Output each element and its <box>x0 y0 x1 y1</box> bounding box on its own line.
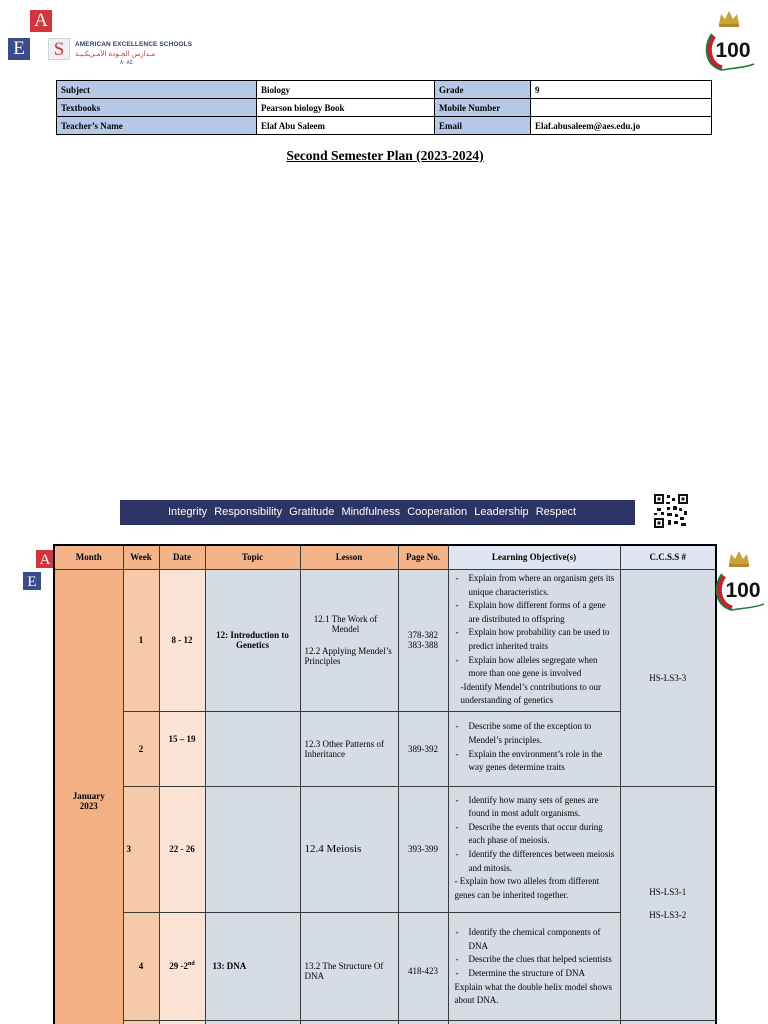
pages-cell <box>398 569 448 711</box>
school-logo-mini <box>22 549 56 593</box>
logo-cube-s: S <box>48 38 70 60</box>
week-cell: 4 <box>123 912 159 1020</box>
date-cell: 15 – 19 <box>159 711 205 786</box>
value-item: Gratitude <box>289 506 335 518</box>
school-year-ar: ٨٠٨٤ <box>120 59 133 66</box>
pages-cell <box>398 1020 448 1024</box>
plan-title: Second Semester Plan (2023-2024) <box>286 148 484 163</box>
value-item: Mindfulness <box>341 506 401 518</box>
topic-cell <box>205 711 300 786</box>
email-label: Email <box>435 117 531 135</box>
topic-cell <box>205 786 300 912</box>
header-ccss: C.C.S.S # <box>620 545 716 569</box>
table-row <box>54 1020 716 1024</box>
value-item: Leadership <box>474 506 529 518</box>
grade-label: Grade <box>435 81 531 99</box>
mobile-label: Mobile Number <box>435 99 531 117</box>
pages-text: 378-382 <box>408 630 438 640</box>
topic-cell <box>205 1020 300 1024</box>
lesson-cell: 13.2 The Structure Of DNA <box>300 912 398 1020</box>
objectives-cell <box>448 1020 620 1024</box>
logo-cube-a: A <box>30 10 52 32</box>
objective-item: - Describe some of the exception to Mendel’s principles. <box>453 720 616 747</box>
ccss-cell <box>620 1020 716 1024</box>
objectives-cell <box>448 569 620 711</box>
objective-item: Explain what the double helix model shows about DNA. <box>454 981 612 1006</box>
pages-cell: 393-399 <box>398 786 448 912</box>
objectives-cell <box>448 786 620 912</box>
value-item: Cooperation <box>407 506 468 518</box>
date-suffix: nd <box>188 961 195 967</box>
objective-item: - Describe the clues that helped scientists <box>453 953 616 967</box>
date-cell: 22 - 26 <box>159 786 205 912</box>
pages-cell: 418-423 <box>398 912 448 1020</box>
header-week: Week <box>123 545 159 569</box>
email-value: Elaf.abusaleem@aes.edu.jo <box>531 117 712 135</box>
lesson-cell: 12.4 Meiosis <box>300 786 398 912</box>
ccss-cell: HS-LS3-3 <box>620 569 716 786</box>
school-name-ar: مـدارس الجـودة الأمـريكـيـة <box>75 50 156 58</box>
objective-item: - Identify the chemical components of DNA <box>453 926 616 953</box>
table-row <box>54 786 716 912</box>
table-row <box>54 711 716 786</box>
value-item: Respect <box>535 506 577 518</box>
pages-text: 383-388 <box>408 640 438 650</box>
topic-cell: 12: Introduction to Genetics <box>205 569 300 711</box>
pages-cell: 389-392 <box>398 711 448 786</box>
table-row <box>54 569 716 711</box>
header-pages: Page No. <box>398 545 448 569</box>
lesson-text: 12.1 The Work of Mendel <box>313 614 378 634</box>
header-month: Month <box>54 545 123 569</box>
value-item: Integrity <box>168 506 208 518</box>
week-cell <box>123 1020 159 1024</box>
subject-value: Biology <box>257 81 435 99</box>
value-item: Responsibility <box>214 506 283 518</box>
ccss-cell <box>620 786 716 1020</box>
qr-code-icon <box>653 493 689 529</box>
topic-cell: 13: DNA <box>205 912 300 1020</box>
objective-item: - Explain how different forms of a gene are distributed to offspring <box>453 599 616 626</box>
textbooks-value: Pearson biology Book <box>257 99 435 117</box>
crown-icon <box>719 11 739 27</box>
week-cell: 2 <box>123 711 159 786</box>
lesson-cell <box>300 569 398 711</box>
school-name-en: AMERICAN EXCELLENCE SCHOOLS <box>75 41 193 48</box>
objectives-cell <box>448 711 620 786</box>
centennial-logo <box>700 8 758 74</box>
table-header-row <box>54 545 716 569</box>
school-logo <box>8 8 193 68</box>
objective-item: -Identify Mendel’s contributions to our understanding of genetics <box>460 681 601 706</box>
objective-item: - Explain from where an organism gets its unique characteristics. <box>453 572 616 599</box>
ccss-code: HS-LS3-1 <box>649 886 687 897</box>
table-row <box>54 912 716 1020</box>
lesson-cell <box>300 1020 398 1024</box>
week-cell: 3 <box>123 786 159 912</box>
centennial-number: 100 <box>715 39 751 62</box>
date-text: 29 -2 <box>169 961 189 971</box>
centennial-number: 100 <box>725 579 761 602</box>
crown-icon <box>729 551 749 567</box>
lesson-text: 12.2 Applying Mendel’s Principles <box>304 646 392 666</box>
objective-item: - Determine the structure of DNA <box>453 967 616 981</box>
week-cell: 1 <box>123 569 159 711</box>
month-label: January 2023 <box>72 791 105 812</box>
objectives-cell <box>448 912 620 1020</box>
objective-item: - Identify the differences between meiosis and mitosis. <box>453 848 616 875</box>
header-topic: Topic <box>205 545 300 569</box>
mobile-value <box>531 99 712 117</box>
header-objectives: Learning Objective(s) <box>448 545 620 569</box>
objective-item: - Describe the events that occur during each phase of meiosis. <box>453 821 616 848</box>
centennial-logo-side <box>710 548 768 614</box>
logo-cube-a: A <box>39 552 51 568</box>
header-lesson: Lesson <box>300 545 398 569</box>
date-cell <box>159 1020 205 1024</box>
objective-item: - Explain how probability can be used to predict inherited traits <box>453 626 616 653</box>
subject-label: Subject <box>57 81 257 99</box>
grade-value: 9 <box>531 81 712 99</box>
lesson-cell: 12.3 Other Patterns of Inheritance <box>300 711 398 786</box>
header-date: Date <box>159 545 205 569</box>
date-cell: 8 - 12 <box>159 569 205 711</box>
objective-item: - Explain how alleles segregate when more than one gene is involved <box>453 654 616 681</box>
objective-item: - Explain how two alleles from different genes can be inherited together. <box>454 876 600 900</box>
semester-plan-table <box>53 544 717 1024</box>
ccss-code: HS-LS3-2 <box>649 909 687 920</box>
teacher-label: Teacher’s Name <box>57 117 257 135</box>
logo-cube-e: E <box>8 38 30 60</box>
objective-item: - Explain the environment’s role in the way genes determine traits <box>453 748 616 775</box>
teacher-info-table <box>56 80 712 135</box>
values-banner <box>120 500 635 525</box>
objective-item: - Identify how many sets of genes are found in most adult organisms. <box>453 794 616 821</box>
textbooks-label: Textbooks <box>57 99 257 117</box>
teacher-value: Elaf Abu Saleem <box>257 117 435 135</box>
logo-cube-e: E <box>27 574 37 590</box>
date-cell <box>159 912 205 1020</box>
month-cell <box>54 569 123 1024</box>
